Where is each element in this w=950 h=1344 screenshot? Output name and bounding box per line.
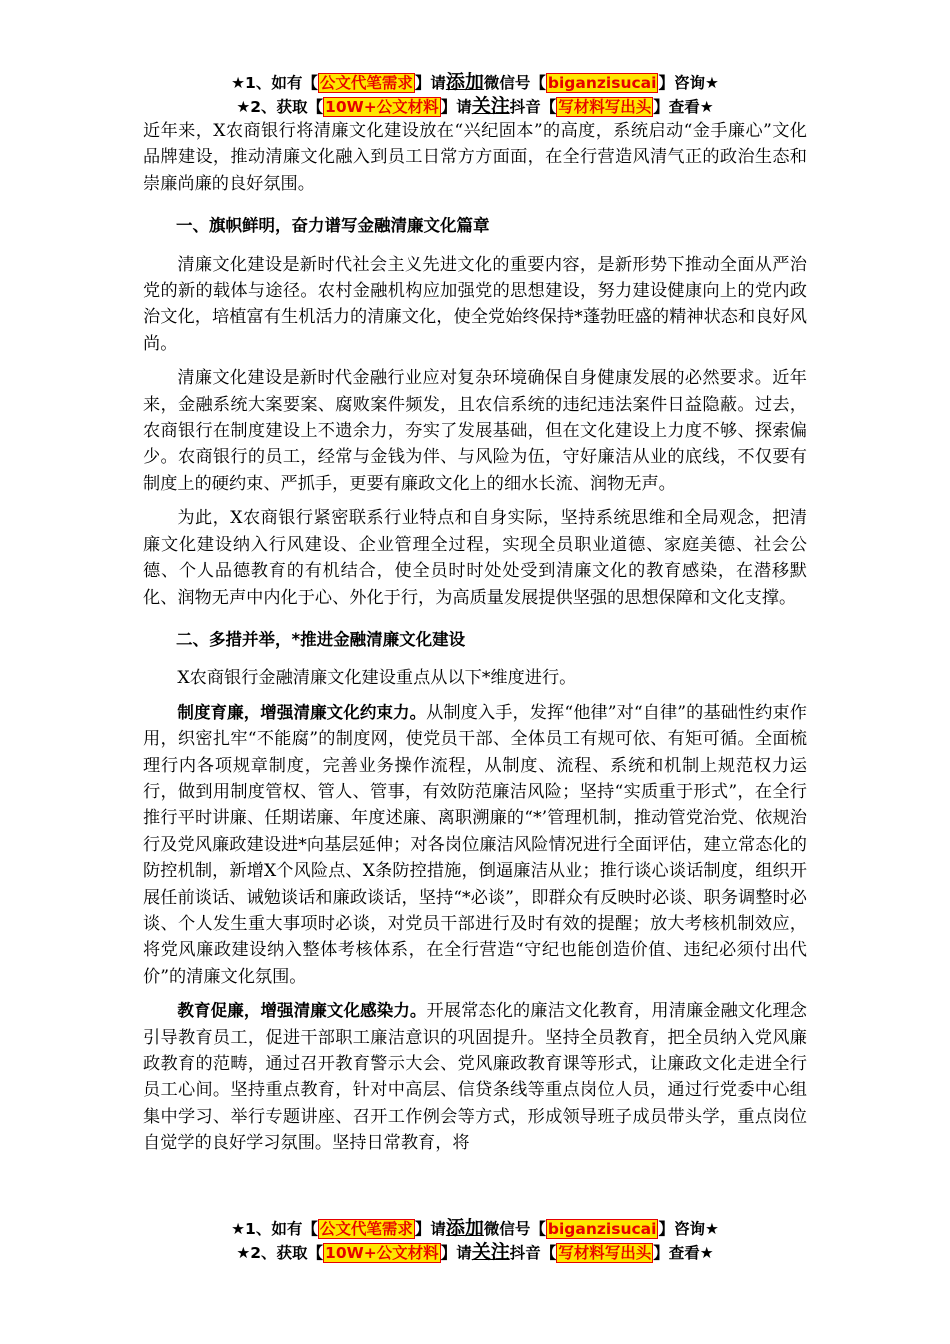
banner-text: 抖音【: [509, 98, 557, 116]
document-body: [143, 118, 807, 1165]
banner-highlight: 公文代笔需求: [319, 74, 413, 92]
section-heading-1: 一、旗帜鲜明，奋力谱写金融清廉文化篇章: [176, 216, 490, 236]
banner-highlight: 写材料写出头: [558, 1244, 652, 1262]
banner-text: 】查看★: [653, 1244, 714, 1262]
banner-text: 抖音【: [509, 1244, 557, 1262]
banner-highlight: 10W+公文材料: [325, 1244, 439, 1262]
ad-banner-top-line2: [0, 94, 950, 119]
banner-text: 】咨询★: [658, 74, 719, 92]
banner-emphasis: 添加: [445, 71, 484, 93]
paragraph: 清廉文化建设是新时代社会主义先进文化的重要内容，是新形势下推动全面从严治党的新的载体与途径。农村金融机构应加强党的思想建设，努力建设健康向上的党内政治文化，培植富有生机活力的清廉文化，使全党始终保持*蓬勃旺盛的精神状态和良好风尚。: [143, 254, 807, 354]
banner-text: 】查看★: [653, 98, 714, 116]
banner-emphasis: 关注: [471, 1241, 510, 1263]
banner-emphasis: 关注: [471, 95, 510, 117]
banner-text: 微信号【: [483, 74, 546, 92]
banner-text: ★2、获取【: [236, 1244, 324, 1262]
banner-text: ★1、如有【: [231, 1220, 318, 1238]
paragraph-lead-bold: 制度育廉，增强清廉文化约束力。: [177, 702, 427, 722]
paragraph-lead-bold: 教育促廉，增强清廉文化感染力。: [177, 1001, 427, 1021]
paragraph-text: 从制度入手，发挥“他律”对“自律”的基础性约束作用，织密扎牢“不能腐”的制度网，使党员干部、全体员工有规可依、有矩可循。全面梳理行内各项规章制度，完善业务操作流程，从制度、流程、系统和机制上规范权力运行，做到用制度管权、管人、管事，有效防范廉洁风险；坚持“实质重于形式”，在全行推行平时讲廉、任期诺廉、年度述廉、离职溯廉的“*’管理机制，推动管党治党、依规治行及党风廉政建设进*向基层延伸；对各岗位廉洁风险情况进行全面评估，建立常态化的防控机制，新增X个风险点、X条防控措施，倒逼廉洁从业；推行谈心谈话制度，组织开展任前谈话、诫勉谈话和廉政谈话，坚持“*必谈”，即群众有反映时必谈、职务调整时必谈、个人发生重大事项时必谈，对党员干部进行及时有效的提醒；放大考核机制效应，将党风廉政建设纳入整体考核体系，在全行营造“守纪也能创造价值、违纪必须付出代价”的清廉文化氛围。: [143, 702, 807, 987]
banner-text: 】请: [414, 74, 446, 92]
banner-text: 】请: [414, 1220, 446, 1238]
ad-banner-bottom-line1: [0, 1216, 950, 1241]
banner-text: ★1、如有【: [231, 74, 318, 92]
ad-banner-top-line1: [0, 70, 950, 95]
banner-highlight: 10W+公文材料: [325, 98, 439, 116]
banner-highlight: 写材料写出头: [558, 98, 652, 116]
banner-text: 】咨询★: [658, 1220, 719, 1238]
paragraph-text: 开展常态化的廉洁文化教育，用清廉金融文化理念引导教育员工，促进干部职工廉洁意识的巩固提升。坚持全员教育，把全员纳入党风廉政教育的范畴，通过召开教育警示大会、党风廉政教育课等形式，让廉政文化走进全行员工心间。坚持重点教育，针对中高层、信贷条线等重点岗位人员，通过行党委中心组集中学习、举行专题讲座、召开工作例会等方式，形成领导班子成员带头学，重点岗位自觉学的良好学习氛围。坚持日常教育，将: [143, 1001, 807, 1154]
paragraph: 为此，X农商银行紧密联系行业特点和自身实际，坚持系统思维和全局观念，把清廉文化建设纳入行风建设、企业管理全过程，实现全员职业道德、家庭美德、社会公德、个人品德教育的有机结合，使全员时时处处受到清廉文化的教育感染，在潜移默化、润物无声中内化于心、外化于行，为高质量发展提供坚强的思想保障和文化支撑。: [143, 508, 807, 608]
paragraph: 清廉文化建设是新时代金融行业应对复杂环境确保自身健康发展的必然要求。近年来，金融系统大案要案、腐败案件频发，且农信系统的违纪违法案件日益隐蔽。过去，农商银行在制度建设上不遗余力，夯实了发展基础，但在文化建设上力度不够、探索偏少。农商银行的员工，经常与金钱为伴、与风险为伍，守好廉洁从业的底线，不仅要有制度上的硬约束、严抓手，更要有廉政文化上的细水长流、润物无声。: [143, 368, 807, 494]
banner-highlight: biganzisucai: [547, 74, 657, 92]
banner-text: 】请: [440, 1244, 472, 1262]
banner-highlight: biganzisucai: [547, 1220, 657, 1238]
paragraph: [143, 700, 807, 990]
paragraph: X农商银行金融清廉文化建设重点从以下*维度进行。: [177, 668, 577, 689]
banner-text: 】请: [440, 98, 472, 116]
section-heading-2: 二、多措并举，*推进金融清廉文化建设: [176, 629, 466, 649]
ad-banner-bottom-line2: [0, 1240, 950, 1265]
banner-text: ★2、获取【: [236, 98, 324, 116]
banner-emphasis: 添加: [445, 1217, 484, 1239]
paragraph: [143, 998, 807, 1156]
banner-highlight: 公文代笔需求: [319, 1220, 413, 1238]
intro-paragraph: 近年来，X农商银行将清廉文化建设放在“兴纪固本”的高度，系统启动“金手廉心”文化品牌建设，推动清廉文化融入到员工日常方方面面，在全行营造风清气正的政治生态和崇廉尚廉的良好氛围。: [143, 121, 807, 194]
banner-text: 微信号【: [483, 1220, 546, 1238]
